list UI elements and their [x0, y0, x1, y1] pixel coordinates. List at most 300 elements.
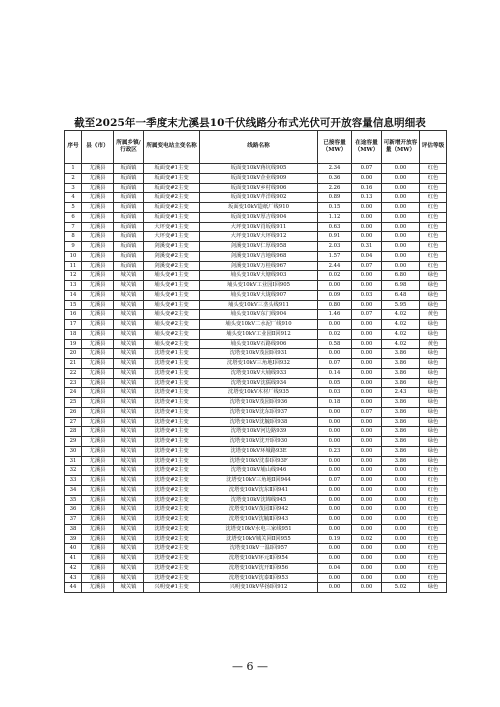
cell-connected-capacity: 0.00	[318, 485, 352, 495]
table-row	[65, 563, 447, 573]
cell-county: 尤溪县	[82, 203, 114, 213]
cell-township: 坂面镇	[114, 164, 144, 174]
cell-county: 尤溪县	[82, 544, 114, 554]
cell-connected-capacity: 0.00	[318, 524, 352, 534]
table-row	[65, 203, 447, 213]
cell-index: 13	[65, 281, 82, 291]
cell-pending-capacity: 0.00	[352, 300, 382, 310]
cell-pending-capacity: 0.00	[352, 232, 382, 242]
table-row	[65, 446, 447, 456]
cell-transformer: 沈塔变#1主变	[144, 378, 200, 388]
table-row	[65, 173, 447, 183]
cell-line-name: 坂面变10kV厚吉线904	[200, 212, 318, 222]
cell-pending-capacity: 0.00	[352, 563, 382, 573]
cell-open-capacity: 3.86	[382, 378, 420, 388]
cell-rating: 绿色	[420, 271, 447, 281]
cell-line-name: 埔头变10kV石路线906	[200, 339, 318, 349]
cell-open-capacity: 0.00	[382, 534, 420, 544]
cell-pending-capacity: 0.00	[352, 281, 382, 291]
cell-pending-capacity: 0.00	[352, 446, 382, 456]
cell-connected-capacity: 0.00	[318, 505, 352, 515]
table-row	[65, 164, 447, 174]
cell-line-name: 埔头变10kV大塘线903	[200, 271, 318, 281]
cell-transformer: 埔头变#1主变	[144, 290, 200, 300]
cell-connected-capacity: 0.58	[318, 339, 352, 349]
cell-pending-capacity: 0.07	[352, 164, 382, 174]
cell-county: 尤溪县	[82, 164, 114, 174]
cell-pending-capacity: 0.13	[352, 193, 382, 203]
cell-pending-capacity: 0.00	[352, 456, 382, 466]
cell-open-capacity: 0.00	[382, 466, 420, 476]
cell-rating: 绿色	[420, 398, 447, 408]
cell-rating: 绿色	[420, 359, 447, 369]
cell-line-name: 沈塔变10kV环城路93E	[200, 446, 318, 456]
cell-county: 尤溪县	[82, 339, 114, 349]
cell-township: 城关镇	[114, 359, 144, 369]
cell-open-capacity: 0.00	[382, 515, 420, 525]
cell-line-name: 沈塔变10kV三角地Ⅰ回932	[200, 359, 318, 369]
cell-line-name: 沈塔变10kV茂园Ⅱ回942	[200, 505, 318, 515]
cell-pending-capacity: 0.00	[352, 524, 382, 534]
cell-connected-capacity: 2.03	[318, 242, 352, 252]
cell-transformer: 沈塔变#1主变	[144, 407, 200, 417]
cell-line-name: 沈塔变10kV沈东Ⅰ回937	[200, 407, 318, 417]
cell-township: 城关镇	[114, 476, 144, 486]
cell-county: 尤溪县	[82, 524, 114, 534]
cell-index: 2	[65, 173, 82, 183]
cell-connected-capacity: 0.00	[318, 281, 352, 291]
cell-index: 36	[65, 505, 82, 515]
cell-pending-capacity: 0.00	[352, 320, 382, 330]
cell-pending-capacity: 0.00	[352, 417, 382, 427]
cell-township: 城关镇	[114, 310, 144, 320]
cell-rating: 绿色	[420, 329, 447, 339]
cell-open-capacity: 4.02	[382, 329, 420, 339]
cell-township: 坂面镇	[114, 193, 144, 203]
cell-index: 8	[65, 232, 82, 242]
cell-rating: 绿色	[420, 583, 447, 593]
cell-transformer: 沈塔变#1主变	[144, 427, 200, 437]
cell-line-name: 沈塔变10kV水电三家线951	[200, 524, 318, 534]
cell-index: 26	[65, 407, 82, 417]
cell-connected-capacity: 0.00	[318, 466, 352, 476]
table-row	[65, 524, 447, 534]
cell-connected-capacity: 0.07	[318, 476, 352, 486]
cell-rating: 绿色	[420, 456, 447, 466]
cell-transformer: 大坪变#1主变	[144, 232, 200, 242]
cell-pending-capacity: 0.00	[352, 573, 382, 583]
cell-transformer: 沈塔变#2主变	[144, 495, 200, 505]
cell-township: 城关镇	[114, 320, 144, 330]
cell-township: 坂面镇	[114, 242, 144, 252]
cell-open-capacity: 5.02	[382, 583, 420, 593]
cell-line-name: 沈塔变10kV三角地Ⅱ回944	[200, 476, 318, 486]
cell-transformer: 沈塔变#1主变	[144, 417, 200, 427]
cell-county: 尤溪县	[82, 466, 114, 476]
cell-index: 32	[65, 466, 82, 476]
cell-connected-capacity: 0.91	[318, 232, 352, 242]
cell-township: 城关镇	[114, 573, 144, 583]
cell-county: 尤溪县	[82, 183, 114, 193]
cell-county: 尤溪县	[82, 290, 114, 300]
page-number: — 6 —	[232, 660, 268, 673]
cell-index: 21	[65, 359, 82, 369]
cell-index: 42	[65, 563, 82, 573]
cell-index: 10	[65, 251, 82, 261]
cell-line-name: 坂面变10kV蒋坑线905	[200, 164, 318, 174]
cell-index: 38	[65, 524, 82, 534]
cell-open-capacity: 3.86	[382, 359, 420, 369]
cell-rating: 绿色	[420, 290, 447, 300]
cell-rating: 红色	[420, 203, 447, 213]
cell-rating: 绿色	[420, 281, 447, 291]
cell-open-capacity: 0.00	[382, 554, 420, 564]
cell-open-capacity: 0.00	[382, 485, 420, 495]
cell-index: 9	[65, 242, 82, 252]
cell-open-capacity: 3.86	[382, 417, 420, 427]
cell-transformer: 坂面变#1主变	[144, 164, 200, 174]
table-row	[65, 388, 447, 398]
cell-transformer: 坂面变#2主变	[144, 183, 200, 193]
cell-connected-capacity: 2.44	[318, 261, 352, 271]
cell-pending-capacity: 0.00	[352, 398, 382, 408]
cell-transformer: 埔头变#2主变	[144, 310, 200, 320]
cell-connected-capacity: 0.00	[318, 573, 352, 583]
cell-transformer: 坂面变#2主变	[144, 193, 200, 203]
cell-county: 尤溪县	[82, 378, 114, 388]
cell-county: 尤溪县	[82, 173, 114, 183]
cell-index: 23	[65, 378, 82, 388]
cell-rating: 绿色	[420, 388, 447, 398]
cell-transformer: 沈塔变#1主变	[144, 359, 200, 369]
cell-pending-capacity: 0.00	[352, 505, 382, 515]
cell-county: 尤溪县	[82, 446, 114, 456]
cell-open-capacity: 0.00	[382, 222, 420, 232]
cell-county: 尤溪县	[82, 534, 114, 544]
cell-open-capacity: 0.00	[382, 193, 420, 203]
cell-county: 尤溪县	[82, 398, 114, 408]
cell-connected-capacity: 0.15	[318, 203, 352, 213]
table-row	[65, 310, 447, 320]
cell-transformer: 埔头变#1主变	[144, 300, 200, 310]
cell-county: 尤溪县	[82, 349, 114, 359]
cell-line-name: 大坪变10kV大坪线912	[200, 232, 318, 242]
cell-line-name: 沈塔变10kV沈泰Ⅰ回93F	[200, 456, 318, 466]
cell-open-capacity: 0.00	[382, 203, 420, 213]
cell-county: 尤溪县	[82, 222, 114, 232]
cell-index: 43	[65, 573, 82, 583]
cell-township: 坂面镇	[114, 173, 144, 183]
cell-county: 尤溪县	[82, 563, 114, 573]
cell-transformer: 沈塔变#2主变	[144, 466, 200, 476]
cell-pending-capacity: 0.02	[352, 534, 382, 544]
cell-connected-capacity: 0.09	[318, 290, 352, 300]
cell-township: 城关镇	[114, 437, 144, 447]
cell-line-name: 沈塔变10kV沈开Ⅰ回930	[200, 437, 318, 447]
cell-transformer: 沈塔变#2主变	[144, 476, 200, 486]
table-row	[65, 398, 447, 408]
cell-township: 城关镇	[114, 446, 144, 456]
cell-county: 尤溪县	[82, 456, 114, 466]
cell-index: 41	[65, 554, 82, 564]
cell-pending-capacity: 0.00	[352, 495, 382, 505]
cell-county: 尤溪县	[82, 359, 114, 369]
cell-open-capacity: 4.02	[382, 320, 420, 330]
col-header-transformer: 所属变电站主变名称	[144, 131, 200, 164]
cell-line-name: 沈塔变10kV茂园Ⅰ回931	[200, 349, 318, 359]
cell-county: 尤溪县	[82, 417, 114, 427]
cell-rating: 绿色	[420, 320, 447, 330]
table-row	[65, 456, 447, 466]
cell-county: 尤溪县	[82, 261, 114, 271]
cell-connected-capacity: 0.00	[318, 349, 352, 359]
cell-index: 18	[65, 329, 82, 339]
cell-rating: 红色	[420, 232, 447, 242]
cell-index: 11	[65, 261, 82, 271]
cell-transformer: 沈塔变#2主变	[144, 573, 200, 583]
cell-rating: 绿色	[420, 427, 447, 437]
cell-pending-capacity: 0.00	[352, 515, 382, 525]
cell-line-name: 沈塔变10kV沈锦线945	[200, 495, 318, 505]
cell-transformer: 埔头变#2主变	[144, 320, 200, 330]
cell-pending-capacity: 0.04	[352, 251, 382, 261]
cell-open-capacity: 0.00	[382, 164, 420, 174]
cell-open-capacity: 4.02	[382, 339, 420, 349]
cell-connected-capacity: 0.05	[318, 378, 352, 388]
table-row	[65, 329, 447, 339]
cell-pending-capacity: 0.00	[352, 554, 382, 564]
cell-index: 25	[65, 398, 82, 408]
cell-transformer: 坂面变#2主变	[144, 203, 200, 213]
cell-line-name: 沈塔变10kV城关回Ⅱ回955	[200, 534, 318, 544]
cell-pending-capacity: 0.00	[352, 271, 382, 281]
cell-open-capacity: 0.00	[382, 544, 420, 554]
col-header-line-name: 线路名称	[200, 131, 318, 164]
cell-connected-capacity: 0.00	[318, 320, 352, 330]
cell-index: 28	[65, 427, 82, 437]
cell-transformer: 兴明变#1主变	[144, 583, 200, 593]
cell-county: 尤溪县	[82, 193, 114, 203]
cell-line-name: 剑溪变10kV吉地线968	[200, 251, 318, 261]
cell-line-name: 坂面变10kV企业线909	[200, 173, 318, 183]
cell-index: 16	[65, 310, 82, 320]
cell-line-name: 沈塔变10kV沈儒线934	[200, 378, 318, 388]
table-row	[65, 515, 447, 525]
cell-connected-capacity: 0.63	[318, 222, 352, 232]
cell-township: 坂面镇	[114, 232, 144, 242]
cell-county: 尤溪县	[82, 505, 114, 515]
table-row	[65, 359, 447, 369]
cell-open-capacity: 0.00	[382, 173, 420, 183]
table-row	[65, 554, 447, 564]
cell-line-name: 埔头变10kV工业园Ⅱ回912	[200, 329, 318, 339]
cell-index: 44	[65, 583, 82, 593]
cell-connected-capacity: 0.00	[318, 427, 352, 437]
cell-line-name: 沈塔变10kV茂园Ⅰ回936	[200, 398, 318, 408]
cell-township: 城关镇	[114, 544, 144, 554]
cell-open-capacity: 6.48	[382, 290, 420, 300]
cell-connected-capacity: 0.04	[318, 563, 352, 573]
cell-county: 尤溪县	[82, 320, 114, 330]
cell-connected-capacity: 0.03	[318, 388, 352, 398]
cell-connected-capacity: 0.19	[318, 534, 352, 544]
cell-transformer: 沈塔变#1主变	[144, 446, 200, 456]
cell-line-name: 埔头变10kV大垅线907	[200, 290, 318, 300]
cell-pending-capacity: 0.31	[352, 242, 382, 252]
cell-rating: 绿色	[420, 349, 447, 359]
cell-index: 7	[65, 222, 82, 232]
cell-pending-capacity: 0.00	[352, 329, 382, 339]
table-title: 截至2025年一季度末尤溪县10千伏线路分布式光伏可开放容量信息明细表	[74, 117, 426, 129]
cell-line-name: 埔头变10kV二水泥厂线910	[200, 320, 318, 330]
cell-open-capacity: 2.43	[382, 388, 420, 398]
cell-county: 尤溪县	[82, 388, 114, 398]
cell-rating: 绿色	[420, 437, 447, 447]
cell-township: 城关镇	[114, 495, 144, 505]
cell-connected-capacity: 0.14	[318, 368, 352, 378]
cell-township: 城关镇	[114, 515, 144, 525]
cell-rating: 绿色	[420, 378, 447, 388]
cell-transformer: 沈塔变#1主变	[144, 388, 200, 398]
cell-rating: 绿色	[420, 300, 447, 310]
cell-open-capacity: 0.00	[382, 251, 420, 261]
table-row	[65, 320, 447, 330]
table-row	[65, 251, 447, 261]
table-row	[65, 583, 447, 593]
cell-pending-capacity: 0.00	[352, 378, 382, 388]
cell-connected-capacity: 0.02	[318, 271, 352, 281]
cell-line-name: 坂面变10kV乡村线906	[200, 183, 318, 193]
table-row	[65, 271, 447, 281]
cell-pending-capacity: 0.07	[352, 310, 382, 320]
cell-county: 尤溪县	[82, 554, 114, 564]
cell-rating: 绿色	[420, 417, 447, 427]
cell-rating: 红色	[420, 495, 447, 505]
cell-connected-capacity: 0.02	[318, 329, 352, 339]
cell-township: 城关镇	[114, 427, 144, 437]
cell-county: 尤溪县	[82, 242, 114, 252]
cell-index: 12	[65, 271, 82, 281]
cell-transformer: 埔头变#2主变	[144, 339, 200, 349]
cell-township: 城关镇	[114, 485, 144, 495]
cell-rating: 黄色	[420, 310, 447, 320]
cell-township: 城关镇	[114, 349, 144, 359]
col-header-county: 县（市）	[82, 131, 114, 164]
cell-transformer: 大坪变#1主变	[144, 222, 200, 232]
table-row	[65, 242, 447, 252]
cell-pending-capacity: 0.00	[352, 349, 382, 359]
cell-connected-capacity: 0.23	[318, 446, 352, 456]
cell-pending-capacity: 0.00	[352, 476, 382, 486]
cell-index: 19	[65, 339, 82, 349]
cell-index: 27	[65, 417, 82, 427]
cell-rating: 红色	[420, 466, 447, 476]
cell-index: 1	[65, 164, 82, 174]
cell-township: 坂面镇	[114, 251, 144, 261]
table-row	[65, 573, 447, 583]
cell-line-name: 沈塔变10kV河边路939	[200, 427, 318, 437]
table-row	[65, 485, 447, 495]
cell-connected-capacity: 0.00	[318, 544, 352, 554]
cell-county: 尤溪县	[82, 368, 114, 378]
cell-index: 17	[65, 320, 82, 330]
col-header-connected-capacity: 已接容量（MW）	[318, 131, 352, 164]
cell-rating: 红色	[420, 251, 447, 261]
cell-township: 城关镇	[114, 505, 144, 515]
cell-township: 城关镇	[114, 554, 144, 564]
cell-township: 坂面镇	[114, 183, 144, 193]
cell-rating: 红色	[420, 183, 447, 193]
cell-pending-capacity: 0.07	[352, 261, 382, 271]
cell-township: 城关镇	[114, 563, 144, 573]
cell-township: 城关镇	[114, 524, 144, 534]
cell-line-name: 剑溪变10kV万桂线967	[200, 261, 318, 271]
capacity-info-table	[64, 130, 447, 593]
cell-rating: 黄色	[420, 339, 447, 349]
cell-index: 37	[65, 515, 82, 525]
cell-township: 城关镇	[114, 407, 144, 417]
col-header-pending-capacity: 在途容量（MW）	[352, 131, 382, 164]
table-row	[65, 222, 447, 232]
cell-pending-capacity: 0.00	[352, 339, 382, 349]
cell-connected-capacity: 0.80	[318, 300, 352, 310]
cell-connected-capacity: 0.89	[318, 193, 352, 203]
table-row	[65, 300, 447, 310]
cell-transformer: 剑溪变#1主变	[144, 242, 200, 252]
cell-transformer: 沈塔变#2主变	[144, 534, 200, 544]
cell-county: 尤溪县	[82, 583, 114, 593]
table-row	[65, 437, 447, 447]
cell-township: 坂面镇	[114, 203, 144, 213]
cell-connected-capacity: 1.12	[318, 212, 352, 222]
table-row	[65, 339, 447, 349]
cell-open-capacity: 0.00	[382, 242, 420, 252]
cell-transformer: 坂面变#1主变	[144, 212, 200, 222]
cell-pending-capacity: 0.00	[352, 212, 382, 222]
cell-open-capacity: 4.02	[382, 310, 420, 320]
cell-county: 尤溪县	[82, 515, 114, 525]
table-row	[65, 183, 447, 193]
cell-line-name: 大坪变10kV肖坂线911	[200, 222, 318, 232]
cell-line-name: 坂面变10kV芹洋线902	[200, 193, 318, 203]
cell-county: 尤溪县	[82, 476, 114, 486]
cell-township: 城关镇	[114, 417, 144, 427]
cell-index: 24	[65, 388, 82, 398]
cell-transformer: 沈塔变#1主变	[144, 456, 200, 466]
cell-connected-capacity: 0.36	[318, 173, 352, 183]
cell-connected-capacity: 0.18	[318, 398, 352, 408]
cell-open-capacity: 3.86	[382, 446, 420, 456]
cell-line-name: 沈塔变10kV沈毓Ⅱ回943	[200, 515, 318, 525]
cell-line-name: 埔头变10kV三垄头线911	[200, 300, 318, 310]
col-header-rating: 评估等级	[420, 131, 447, 164]
cell-township: 城关镇	[114, 281, 144, 291]
table-row	[65, 290, 447, 300]
cell-pending-capacity: 0.00	[352, 544, 382, 554]
table-row	[65, 505, 447, 515]
table-row	[65, 534, 447, 544]
table-row	[65, 427, 447, 437]
table-row	[65, 495, 447, 505]
cell-pending-capacity: 0.00	[352, 368, 382, 378]
cell-township: 坂面镇	[114, 222, 144, 232]
col-header-open-capacity: 可新增开放容量（MW）	[382, 131, 420, 164]
cell-connected-capacity: 0.00	[318, 515, 352, 525]
cell-county: 尤溪县	[82, 485, 114, 495]
cell-township: 城关镇	[114, 378, 144, 388]
cell-township: 城关镇	[114, 339, 144, 349]
cell-open-capacity: 0.00	[382, 212, 420, 222]
